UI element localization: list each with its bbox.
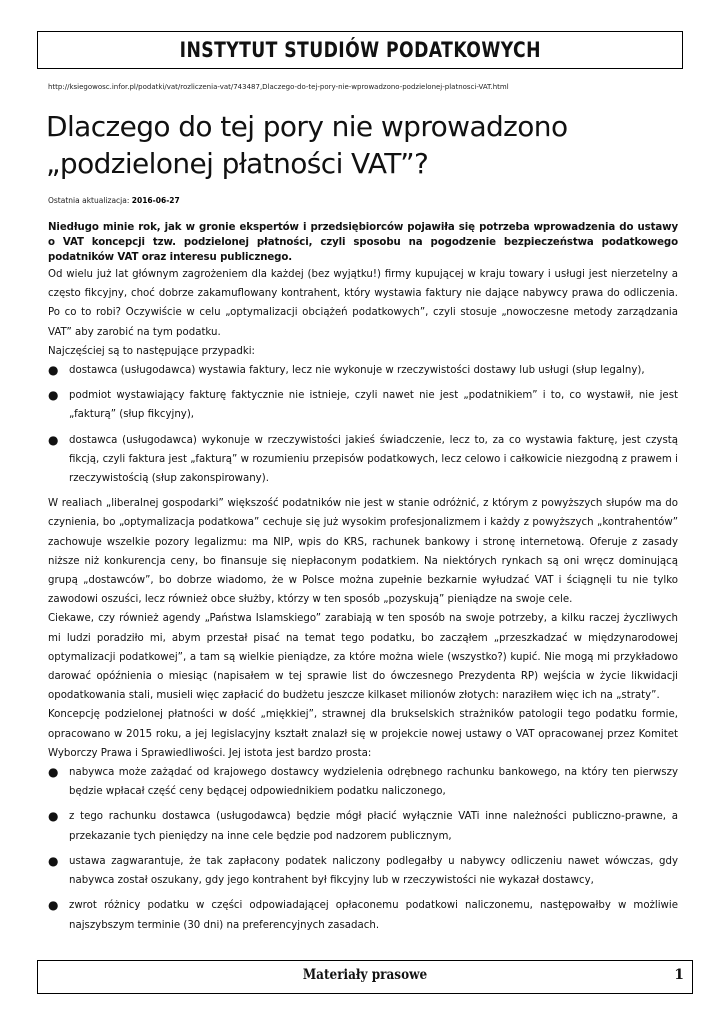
- cases-list: [48, 361, 678, 488]
- paragraph-2: Najczęściej są to następujące przypadki:: [48, 345, 255, 357]
- paragraph-4: Ciekawe, czy również agendy „Państwa Islamskiego” zarabiają w ten sposób na swoje potrzeby, a kilku raczej życzliwych mi ludzi poradziło mi, abym przestał pisać na temat tego podatku, bo zacząłem „przeszkadzać w międzynarodowej optymalizacji podatkowej”, a tam są wielkie pieniądze, za które można wiele (wszystko?) kupić. Nie mogą mi przykładowo darować opóźnienia o miesiąc (napisałem w tej sprawie list do ówczesnego Prezydenta RP) wejścia w życie likwidacji opodatkowania stali, musieli więc zapłacić do budżetu jeszcze kilkaset milionów złotych: naraziłem więc ich na „straty”.: [48, 613, 678, 702]
- bullet-icon: ●: [48, 898, 59, 913]
- footer-label: Materiały prasowe: [302, 967, 428, 983]
- article-title: [46, 108, 686, 182]
- last-updated: [48, 196, 180, 205]
- bullet-icon: ●: [48, 363, 59, 378]
- list-item: ● ustawa zagwarantuje, że tak zapłacony podatek naliczony podlegałby u nabywcy odliczeniu nawet wówczas, gdy nabywca został oszukany, gdy jego kontrahent był fikcyjny lub w rzeczywistości nie wykazał dostawcy,: [48, 853, 678, 887]
- title-line-2: „podzielonej płatności VAT”?: [46, 147, 429, 180]
- list-item: ● nabywca może zażądać od krajowego dostawcy wydzielenia odrębnego rachunku bankowego, na który ten pierwszy będzie wpłacał część ceny będącej odpowiednikiem podatku naliczonego,: [48, 765, 678, 798]
- list-item: ● zwrot różnicy podatku w części odpowiadającej opłaconemu podatkowi naliczonemu, następowałby w możliwie najszybszym terminie (30 dni) na preferencyjnych zasadach.: [48, 898, 678, 931]
- updated-label: Ostatnia aktualizacja:: [48, 196, 130, 205]
- header-box: [37, 31, 683, 69]
- bullet-icon: ●: [48, 432, 59, 447]
- bullet-icon: ●: [48, 388, 59, 403]
- article-body: [48, 220, 678, 941]
- article-lead: Niedługo minie rok, jak w gronie ekspertów i przedsiębiorców pojawiła się potrzeba wprowadzenia do ustawy o VAT koncepcji tzw. podzielonej płatności, czyli sposobu na pogodzenie bezpieczeństwa podatkowego podatników VAT oraz interesu publicznego.: [48, 222, 678, 263]
- institute-title: INSTYTUT STUDIÓW PODATKOWYCH: [179, 38, 541, 62]
- list-item: ● dostawca (usługodawca) wystawia faktury, lecz nie wykonuje w rzeczywistości dostawy lub usługi (słup legalny),: [48, 361, 678, 380]
- paragraph-1: Od wielu już lat głównym zagrożeniem dla każdej (bez wyjątku!) firmy kupującej w kraju towary i usługi jest nierzetelny a często fikcyjny, choć dobrze zakamuflowany kontrahent, który wystawia faktury nie dające nabywcy prawa do odliczenia. Po co to robi? Oczywiście w celu „optymalizacji obciążeń podatkowych”, czyli stosuje „nowoczesne metody zarządzania VAT” aby zarobić na tym podatku.: [48, 269, 678, 338]
- concept-list: [48, 763, 678, 935]
- paragraph-5: Koncepcję podzielonej płatności w dość „miękkiej”, strawnej dla brukselskich strażników patologii tego podatku formie, opracowano w 2015 roku, a jej legislacyjny kształt znalazł się w projekcie nowej ustawy o VAT opracowanej przez Komitet Wyborczy Prawa i Sprawiedliwości. Jej istota jest bardzo prosta:: [48, 709, 678, 759]
- footer-box: [37, 960, 693, 994]
- source-url: http://ksiegowosc.infor.pl/podatki/vat/rozliczenia-vat/743487,Dlaczego-do-tej-pory-nie-wprowadzono-podzielonej-platnosci-VAT.html: [48, 83, 509, 91]
- list-item: ● podmiot wystawiający fakturę faktycznie nie istnieje, czyli nawet nie jest „podatnikiem” i to, co wystawił, nie jest „fakturą” (słup fikcyjny),: [48, 388, 678, 421]
- bullet-icon: ●: [48, 765, 59, 780]
- bullet-icon: ●: [48, 809, 59, 824]
- title-line-1: Dlaczego do tej pory nie wprowadzono: [46, 110, 568, 143]
- bullet-icon: ●: [48, 853, 59, 868]
- list-item: ● dostawca (usługodawca) wykonuje w rzeczywistości jakieś świadczenie, lecz to, za co wystawia fakturę, jest czystą fikcją, czyli faktura jest „fakturą” w rozumieniu przepisów podatkowych, lecz celowo i całkowicie niezgodną z prawem i rzeczywistością (słup zakonspirowany).: [48, 432, 678, 485]
- page-number: 1: [674, 967, 684, 983]
- paragraph-3: W realiach „liberalnej gospodarki” większość podatników nie jest w stanie odróżnić, z którym z powyższych słupów ma do czynienia, bo „optymalizacja podatkowa” cechuje się już wysokim profesjonalizmem i każdy z powyższych „kontrahentów” zachowuje wszelkie pozory legalizmu: ma NIP, wpis do KRS, rachunek bankowy i stronę internetową. Oferuje z zasady niższe niż konkurencja ceny, bo finansuje się niepłaconym podatkiem. Na niektórych rynkach są oni wręcz dominującą grupą „dostawców”, bo dobrze wiadomo, że w Polsce można zupełnie bezkarnie wyłudzać VAT i ściągnęli tu nie tylko zawodowi oszuści, lecz również obce służby, którzy w ten sposób „pozyskują” pieniądze na swoje cele.: [48, 498, 678, 606]
- updated-date: 2016-06-27: [131, 196, 180, 205]
- list-item: ● z tego rachunku dostawca (usługodawca) będzie mógł płacić wyłącznie VATi inne należności publiczno-prawne, a przekazanie tych pieniędzy na inne cele będzie pod nadzorem publicznym,: [48, 809, 678, 842]
